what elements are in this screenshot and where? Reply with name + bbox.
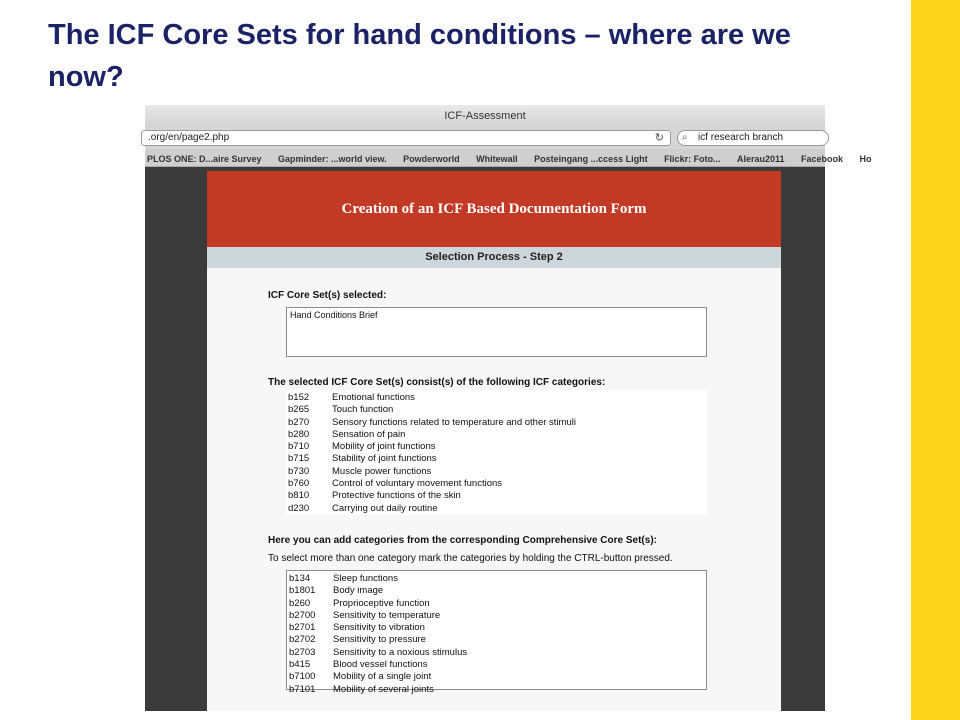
bookmark-item[interactable]: Whitewall bbox=[476, 154, 518, 164]
bookmark-item[interactable]: Alerau2011 bbox=[737, 154, 785, 164]
category-name: Control of voluntary movement functions bbox=[332, 478, 503, 490]
add-categories-hint: To select more than one category mark the categories by holding the CTRL-button pressed. bbox=[268, 553, 673, 564]
category-name: Blood vessel functions bbox=[333, 659, 428, 671]
category-code: b7101 bbox=[289, 683, 316, 695]
category-row[interactable] bbox=[287, 622, 706, 634]
category-row[interactable] bbox=[287, 659, 706, 671]
category-name: Carrying out daily routine bbox=[332, 502, 438, 514]
selected-core-set-field[interactable]: Hand Conditions Brief bbox=[286, 307, 707, 357]
search-icon: ⌕ bbox=[682, 132, 688, 143]
category-code: b265 bbox=[288, 404, 310, 416]
category-code: b270 bbox=[288, 416, 310, 428]
category-row[interactable] bbox=[287, 573, 706, 585]
bookmark-item[interactable]: PLOS ONE: D...aire Survey bbox=[147, 154, 262, 164]
category-row bbox=[286, 404, 707, 416]
step-bar: Selection Process - Step 2 bbox=[207, 247, 781, 268]
bookmarks-bar bbox=[145, 149, 872, 167]
category-code: b415 bbox=[289, 659, 311, 671]
category-row bbox=[286, 453, 707, 465]
category-row bbox=[286, 392, 707, 404]
category-name: Muscle power functions bbox=[332, 465, 432, 477]
category-name: Stability of joint functions bbox=[332, 453, 437, 465]
category-name: Sensory functions related to temperature and other stimuli bbox=[332, 416, 576, 428]
category-name: Mobility of joint functions bbox=[332, 441, 436, 453]
category-code: b1801 bbox=[289, 585, 316, 597]
category-name: Touch function bbox=[332, 404, 394, 416]
comprehensive-category-select[interactable] bbox=[286, 570, 707, 695]
category-name: Emotional functions bbox=[332, 392, 415, 403]
form-header: Creation of an ICF Based Documentation Form bbox=[207, 171, 781, 247]
category-row bbox=[286, 417, 707, 429]
category-name: Sensitivity to vibration bbox=[333, 622, 425, 634]
category-row[interactable] bbox=[287, 684, 706, 696]
category-row bbox=[286, 429, 707, 441]
window-title: ICF-Assessment bbox=[145, 105, 825, 127]
selected-core-set-label: ICF Core Set(s) selected: bbox=[268, 290, 387, 301]
category-row[interactable] bbox=[287, 585, 706, 597]
category-row[interactable] bbox=[287, 598, 706, 610]
category-code: b260 bbox=[289, 597, 311, 609]
category-name: Sensation of pain bbox=[332, 428, 406, 440]
category-code: b2700 bbox=[289, 609, 316, 621]
bookmark-item[interactable]: Flickr: Foto... bbox=[664, 154, 721, 164]
category-code: d230 bbox=[288, 502, 310, 514]
category-code: b152 bbox=[288, 392, 310, 403]
category-name: Proprioceptive function bbox=[333, 597, 430, 609]
category-code: b280 bbox=[288, 428, 310, 440]
category-name: Protective functions of the skin bbox=[332, 490, 461, 502]
core-set-category-list bbox=[286, 390, 707, 515]
category-name: Sensitivity to temperature bbox=[333, 609, 441, 621]
category-code: b2703 bbox=[289, 646, 316, 658]
category-row bbox=[286, 466, 707, 478]
category-code: b710 bbox=[288, 441, 310, 453]
bookmark-item[interactable]: Facebook bbox=[801, 154, 844, 164]
category-row bbox=[286, 441, 707, 453]
category-row[interactable] bbox=[287, 610, 706, 622]
categories-label: The selected ICF Core Set(s) consist(s) of the following ICF categories: bbox=[268, 377, 606, 388]
reload-icon[interactable]: ↻ bbox=[654, 132, 664, 144]
category-name: Sleep functions bbox=[333, 573, 398, 584]
category-name: Mobility of a single joint bbox=[333, 671, 432, 683]
category-row bbox=[286, 490, 707, 502]
category-code: b134 bbox=[289, 573, 311, 584]
category-code: b7100 bbox=[289, 671, 316, 683]
category-row bbox=[286, 478, 707, 490]
address-field[interactable] bbox=[141, 130, 671, 146]
search-input[interactable] bbox=[677, 130, 829, 146]
category-name: Mobility of several joints bbox=[333, 683, 434, 695]
category-row bbox=[286, 503, 707, 515]
accent-bar bbox=[911, 0, 960, 720]
add-categories-label: Here you can add categories from the corresponding Comprehensive Core Set(s): bbox=[268, 535, 657, 546]
slide-title: The ICF Core Sets for hand conditions – where are we now? bbox=[48, 19, 791, 93]
category-code: b2702 bbox=[289, 634, 316, 646]
category-code: b730 bbox=[288, 465, 310, 477]
search-text: icf research branch bbox=[698, 132, 784, 143]
url-text: .org/en/page2.php bbox=[148, 132, 230, 143]
bookmark-item[interactable]: Ho bbox=[859, 154, 872, 164]
bookmark-item[interactable]: Posteingang ...ccess Light bbox=[534, 154, 648, 164]
category-row[interactable] bbox=[287, 671, 706, 683]
category-code: b2701 bbox=[289, 622, 316, 634]
category-name: Sensitivity to a noxious stimulus bbox=[333, 646, 468, 658]
category-row[interactable] bbox=[287, 647, 706, 659]
category-name: Body image bbox=[333, 585, 384, 597]
bookmark-item[interactable]: Gapminder: ...world view. bbox=[278, 154, 387, 164]
browser-screenshot bbox=[145, 105, 872, 711]
category-code: b715 bbox=[288, 453, 310, 465]
bookmark-item[interactable]: Powderworld bbox=[403, 154, 460, 164]
url-bar-row bbox=[145, 127, 825, 149]
category-code: b810 bbox=[288, 490, 310, 502]
category-row[interactable] bbox=[287, 634, 706, 646]
web-page bbox=[207, 171, 781, 711]
category-name: Sensitivity to pressure bbox=[333, 634, 426, 646]
category-code: b760 bbox=[288, 478, 310, 490]
